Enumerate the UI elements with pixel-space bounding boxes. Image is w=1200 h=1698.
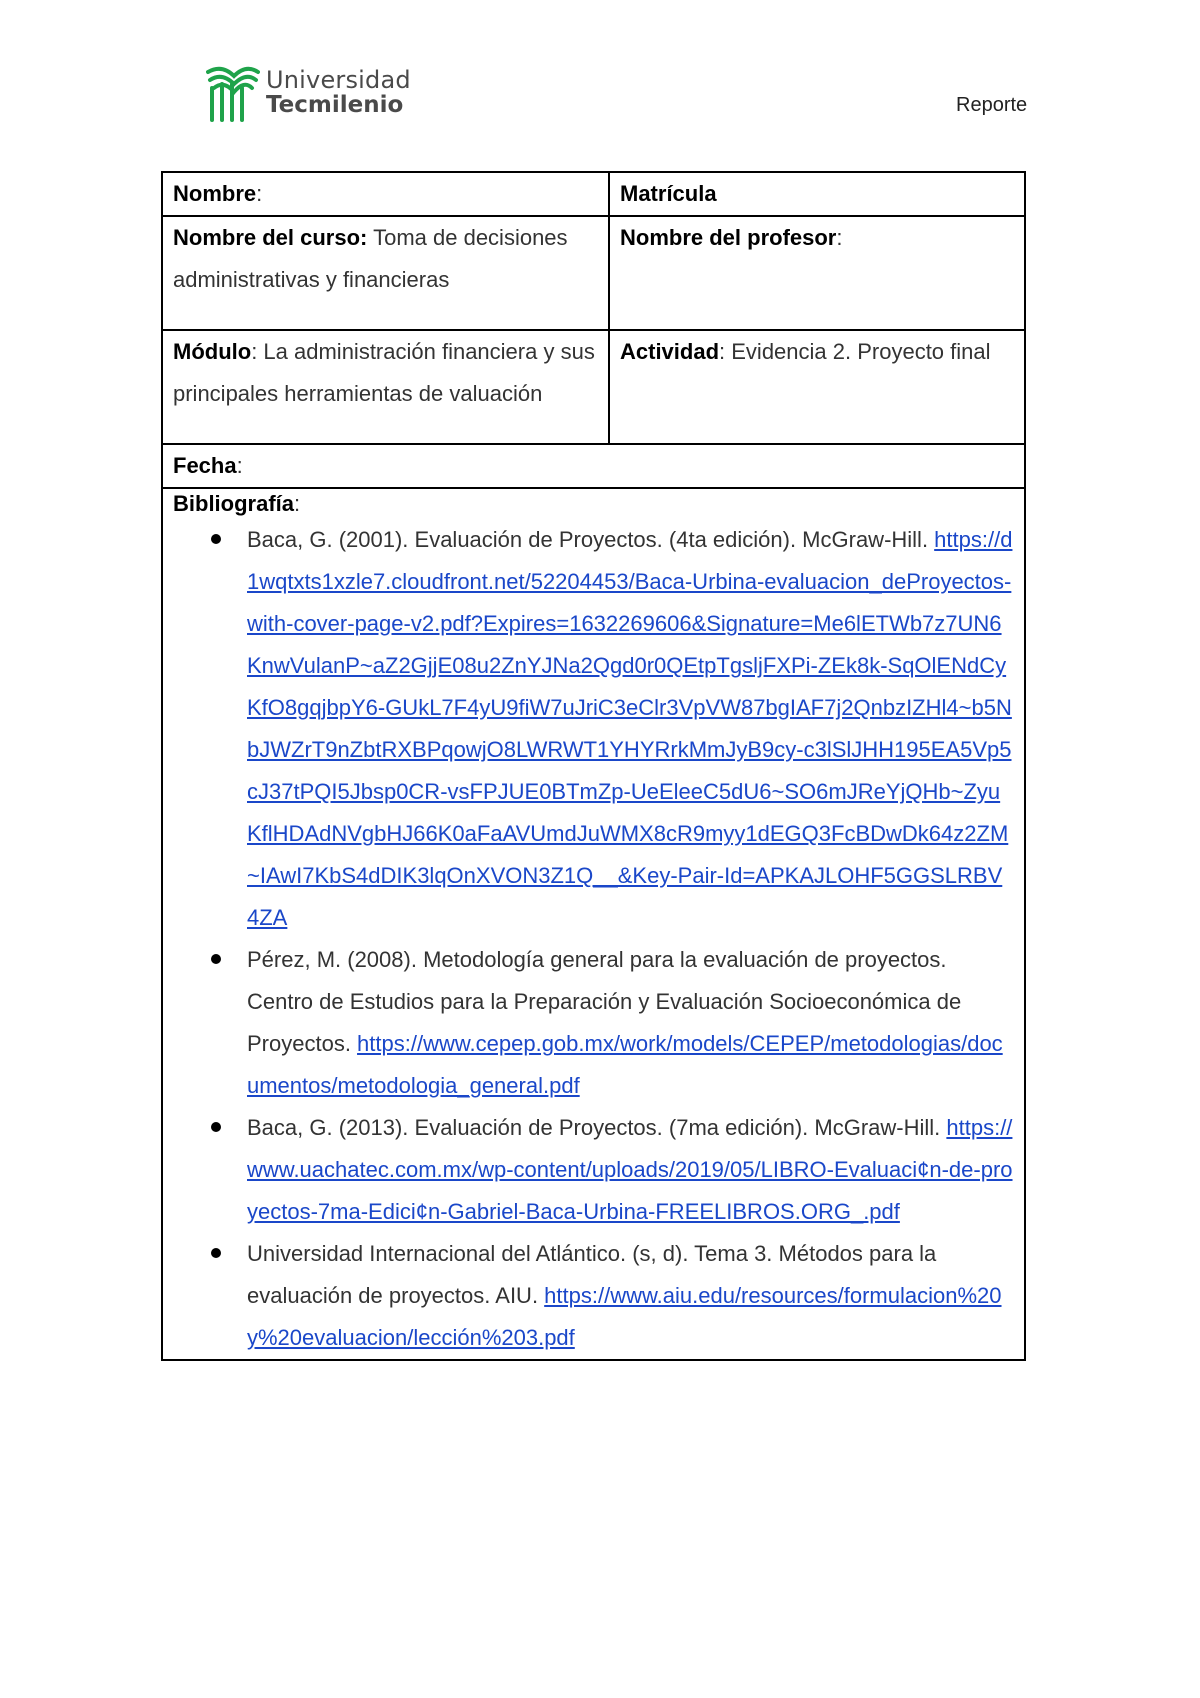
row-modulo: [162, 330, 1025, 444]
student-info-table: [161, 171, 1026, 1361]
fecha-separator: :: [236, 453, 243, 478]
tecmilenio-logo-icon: [206, 62, 260, 122]
bibliography-item: [173, 519, 1014, 939]
row-curso: [162, 216, 1025, 330]
bibliography-item: [173, 1233, 1014, 1359]
reference-text: Universidad Internacional del Atlántico. (s, d). Tema 3. Métodos para la evaluación de proyectos. AIU.: [247, 1241, 937, 1308]
logo-line-1: Universidad: [266, 65, 411, 94]
bullet-icon: [211, 534, 221, 544]
bibliography-item: [173, 1107, 1014, 1233]
profesor-separator: :: [836, 225, 843, 250]
nombre-cell: [162, 172, 609, 216]
university-logo: [206, 62, 411, 122]
actividad-label: Actividad: [620, 339, 720, 364]
curso-label: Nombre del curso:: [173, 225, 368, 250]
fecha-label: Fecha: [173, 453, 237, 478]
nombre-label: Nombre: [173, 181, 257, 206]
bibliografia-label: Bibliografía: [173, 491, 295, 516]
matricula-cell: [609, 172, 1025, 216]
modulo-value: : La administración financiera y sus principales herramientas de valuación: [173, 339, 595, 406]
bullet-icon: [211, 1248, 221, 1258]
profesor-label: Nombre del profesor: [620, 225, 837, 250]
reference-text: Baca, G. (2001). Evaluación de Proyectos. (4ta edición). McGraw-Hill.: [247, 527, 935, 552]
matricula-label: Matrícula: [620, 181, 717, 206]
bibliography-list: [173, 519, 1014, 1359]
document-type-label: Reporte: [956, 94, 1028, 116]
curso-value: Toma de decisiones administrativas y financieras: [173, 225, 568, 292]
reference-link[interactable]: https://www.aiu.edu/resources/formulacion%20y%20evaluacion/lección%203.pdf: [247, 1283, 1002, 1350]
profesor-cell: [609, 216, 1025, 330]
bullet-icon: [211, 1122, 221, 1132]
bibliography-item: [173, 939, 1014, 1107]
row-nombre: [162, 172, 1025, 216]
modulo-cell: [162, 330, 609, 444]
reference-link[interactable]: https://www.cepep.gob.mx/work/models/CEPEP/metodologias/documentos/metodologia_general.pdf: [247, 1031, 1003, 1098]
bullet-icon: [211, 954, 221, 964]
row-fecha: [162, 444, 1025, 488]
reference-link[interactable]: https://www.uachatec.com.mx/wp-content/uploads/2019/05/LIBRO-Evaluaci¢n-de-proyectos-7ma-Edici¢n-Gabriel-Baca-Urbina-FREELIBROS.ORG_.pdf: [247, 1115, 1013, 1224]
fecha-cell: [162, 444, 1025, 488]
modulo-label: Módulo: [173, 339, 252, 364]
reference-text: Baca, G. (2013). Evaluación de Proyectos. (7ma edición). McGraw-Hill.: [247, 1115, 947, 1140]
bibliografia-separator: :: [294, 491, 301, 516]
bibliografia-heading: [173, 489, 1014, 519]
row-bibliografia: [162, 488, 1025, 1360]
actividad-cell: [609, 330, 1025, 444]
reference-text: Pérez, M. (2008). Metodología general para la evaluación de proyectos. Centro de Estudios para la Preparación y Evaluación Socioeconómica de Proyectos.: [247, 947, 962, 1056]
nombre-separator: :: [256, 181, 263, 206]
bibliografia-cell: [162, 488, 1025, 1360]
logo-line-2: Tecmilenio: [266, 91, 404, 118]
actividad-value: : Evidencia 2. Proyecto final: [719, 339, 991, 364]
curso-cell: [162, 216, 609, 330]
reference-link[interactable]: https://d1wqtxts1xzle7.cloudfront.net/52204453/Baca-Urbina-evaluacion_deProyectos-with-cover-page-v2.pdf?Expires=1632269606&Signature=Me6lETWb7z7UN6KnwVulanP~aZ2GjjE08u2ZnYJNa2Qgd0r0QEtpTgsljFXPi-ZEk8k-SqOlENdCyKfO8gqjbpY6-GUkL7F4yU9fiW7uJriC3eClr3VpVW87bgIAF7j2QnbzIZHl4~b5NbJWZrT9nZbtRXBPqowjO8LWRWT1YHYRrkMmJyB9cy-c3lSlJHH195EA5Vp5cJ37tPQI5Jbsp0CR-vsFPJUE0BTmZp-UeEleeC5dU6~SO6mJReYjQHb~ZyuKflHDAdNVgbHJ66K0aFaAVUmdJuWMX8cR9myy1dEGQ3FcBDwDk64z2ZM~IAwI7KbS4dDIK3lqOnXVON3Z1Q__&Key-Pair-Id=APKAJLOHF5GGSLRBV4ZA: [247, 527, 1013, 930]
